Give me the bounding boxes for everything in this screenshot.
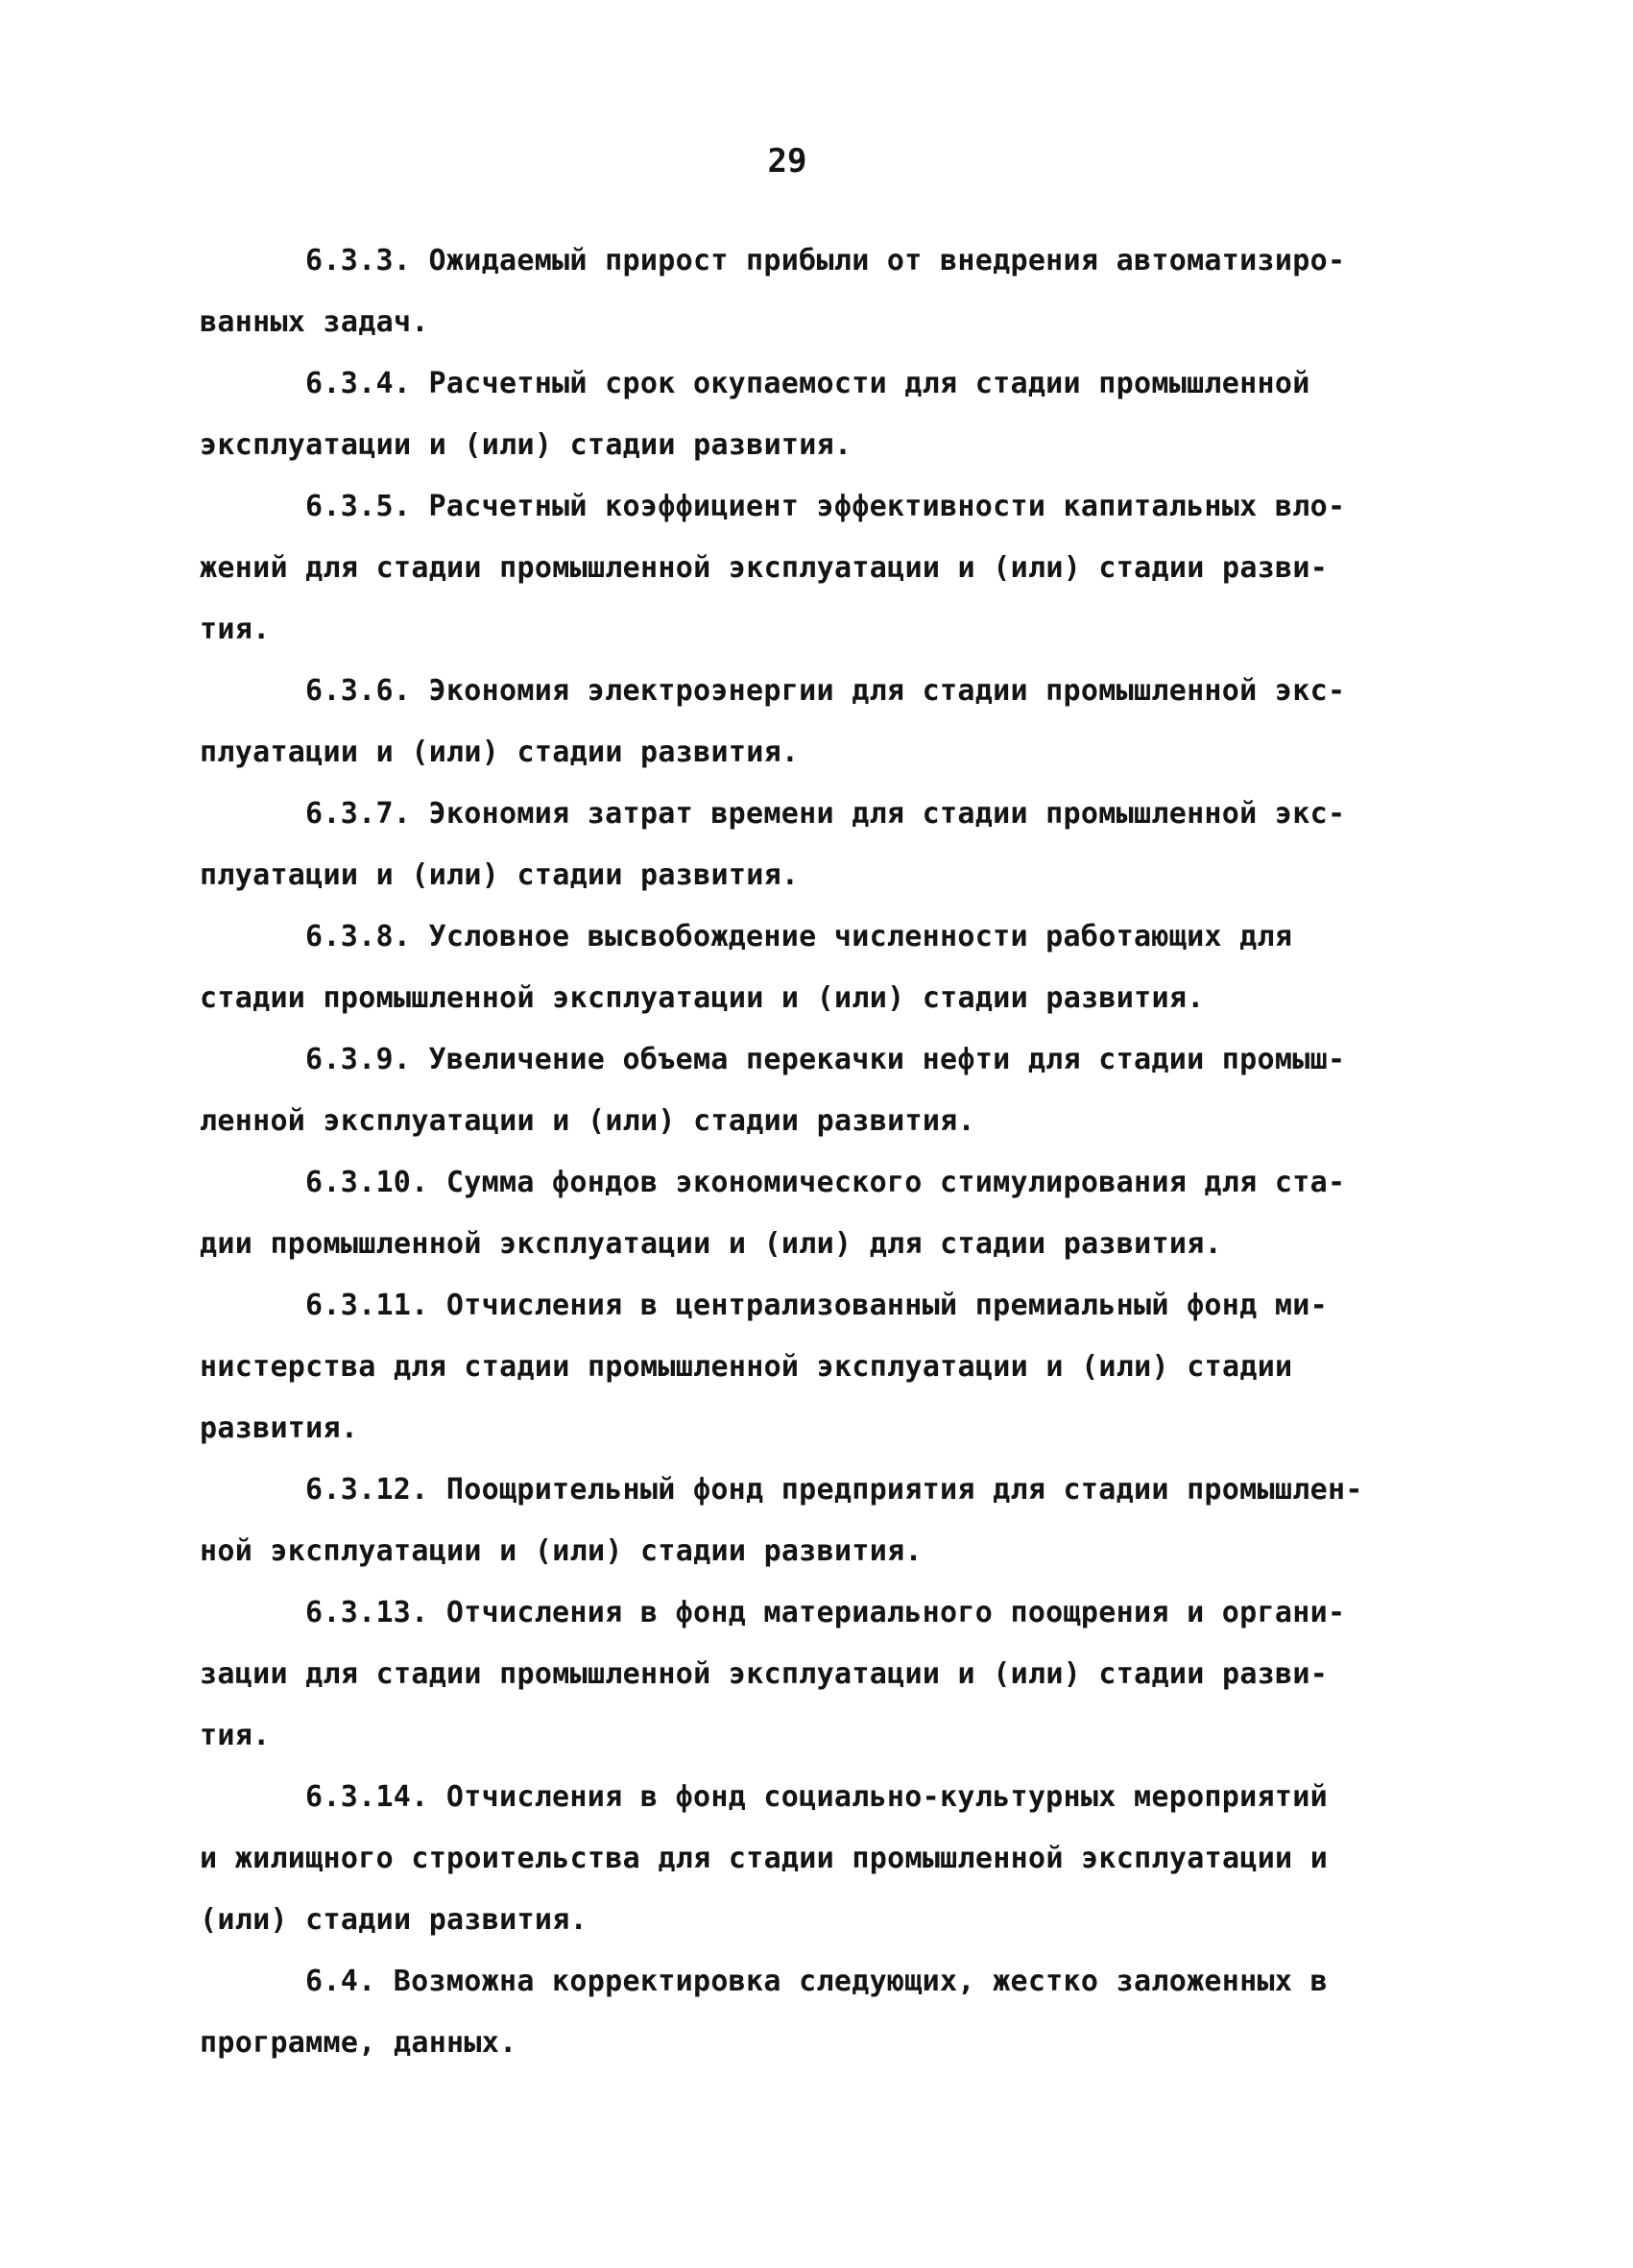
text-line: эксплуатации и (или) стадии развития. — [200, 428, 853, 462]
text-line: 6.3.6. Экономия электроэнергии для стадии промышленной экс- — [305, 674, 1346, 708]
paragraph-6-3-7 — [200, 784, 1448, 906]
text-line: тия. — [200, 613, 271, 646]
text-line: стадии промышленной эксплуатации и (или) стадии развития. — [200, 981, 1205, 1015]
paragraph-6-3-3 — [200, 230, 1448, 353]
paragraph-6-3-4 — [200, 353, 1448, 476]
text-line: ванных задач. — [200, 305, 429, 339]
text-line: 6.3.12. Поощрительный фонд предприятия для стадии промышлен- — [305, 1473, 1363, 1507]
paragraph-6-3-10 — [200, 1152, 1448, 1275]
paragraph-6-3-13 — [200, 1582, 1448, 1767]
paragraph-6-3-6 — [200, 661, 1448, 784]
paragraph-6-3-11 — [200, 1275, 1448, 1460]
text-line: дии промышленной эксплуатации и (или) для стадии развития. — [200, 1227, 1222, 1261]
text-line: ленной эксплуатации и (или) стадии развития. — [200, 1104, 975, 1138]
text-line: 6.3.7. Экономия затрат времени для стадии промышленной экс- — [305, 797, 1346, 831]
text-line: и жилищного строительства для стадии промышленной эксплуатации и — [200, 1842, 1329, 1875]
text-line: 6.3.9. Увеличение объема перекачки нефти для стадии промыш- — [305, 1043, 1346, 1076]
text-line: 6.3.4. Расчетный срок окупаемости для стадии промышленной — [305, 367, 1310, 400]
text-line: развития. — [200, 1411, 359, 1445]
text-line: 6.3.10. Сумма фондов экономического стимулирования для ста- — [305, 1166, 1346, 1199]
text-line: зации для стадии промышленной эксплуатации и (или) стадии разви- — [200, 1657, 1329, 1691]
paragraph-6-3-14 — [200, 1767, 1448, 1951]
text-line: нистерства для стадии промышленной эксплуатации и (или) стадии — [200, 1350, 1293, 1384]
paragraph-6-4 — [200, 1951, 1448, 2074]
page-number: 29 — [767, 142, 807, 181]
paragraph-6-3-8 — [200, 906, 1448, 1029]
paragraph-6-3-12 — [200, 1460, 1448, 1582]
paragraph-6-3-9 — [200, 1029, 1448, 1152]
paragraph-6-3-5 — [200, 476, 1448, 661]
text-line: 6.3.8. Условное высвобождение численности работающих для — [305, 920, 1293, 953]
text-line: 6.3.3. Ожидаемый прирост прибыли от внедрения автоматизиро- — [305, 244, 1346, 277]
text-line: 6.3.5. Расчетный коэффициент эффективности капитальных вло- — [305, 490, 1346, 523]
text-line: программе, данных. — [200, 2026, 517, 2060]
text-line: 6.3.13. Отчисления в фонд материального поощрения и органи- — [305, 1596, 1346, 1629]
text-line: ной эксплуатации и (или) стадии развития. — [200, 1534, 923, 1568]
text-line: (или) стадии развития. — [200, 1903, 588, 1937]
text-line: 6.3.14. Отчисления в фонд социально-культурных мероприятий — [305, 1780, 1328, 1814]
text-line: 6.4. Возможна корректировка следующих, жестко заложенных в — [305, 1965, 1328, 1998]
text-line: тия. — [200, 1719, 271, 1752]
text-line: жений для стадии промышленной эксплуатации и (или) стадии разви- — [200, 551, 1329, 585]
text-line: 6.3.11. Отчисления в централизованный премиальный фонд ми- — [305, 1289, 1328, 1322]
text-line: плуатации и (или) стадии развития. — [200, 736, 800, 769]
text-line: плуатации и (или) стадии развития. — [200, 858, 800, 892]
body-text — [200, 230, 1448, 2074]
